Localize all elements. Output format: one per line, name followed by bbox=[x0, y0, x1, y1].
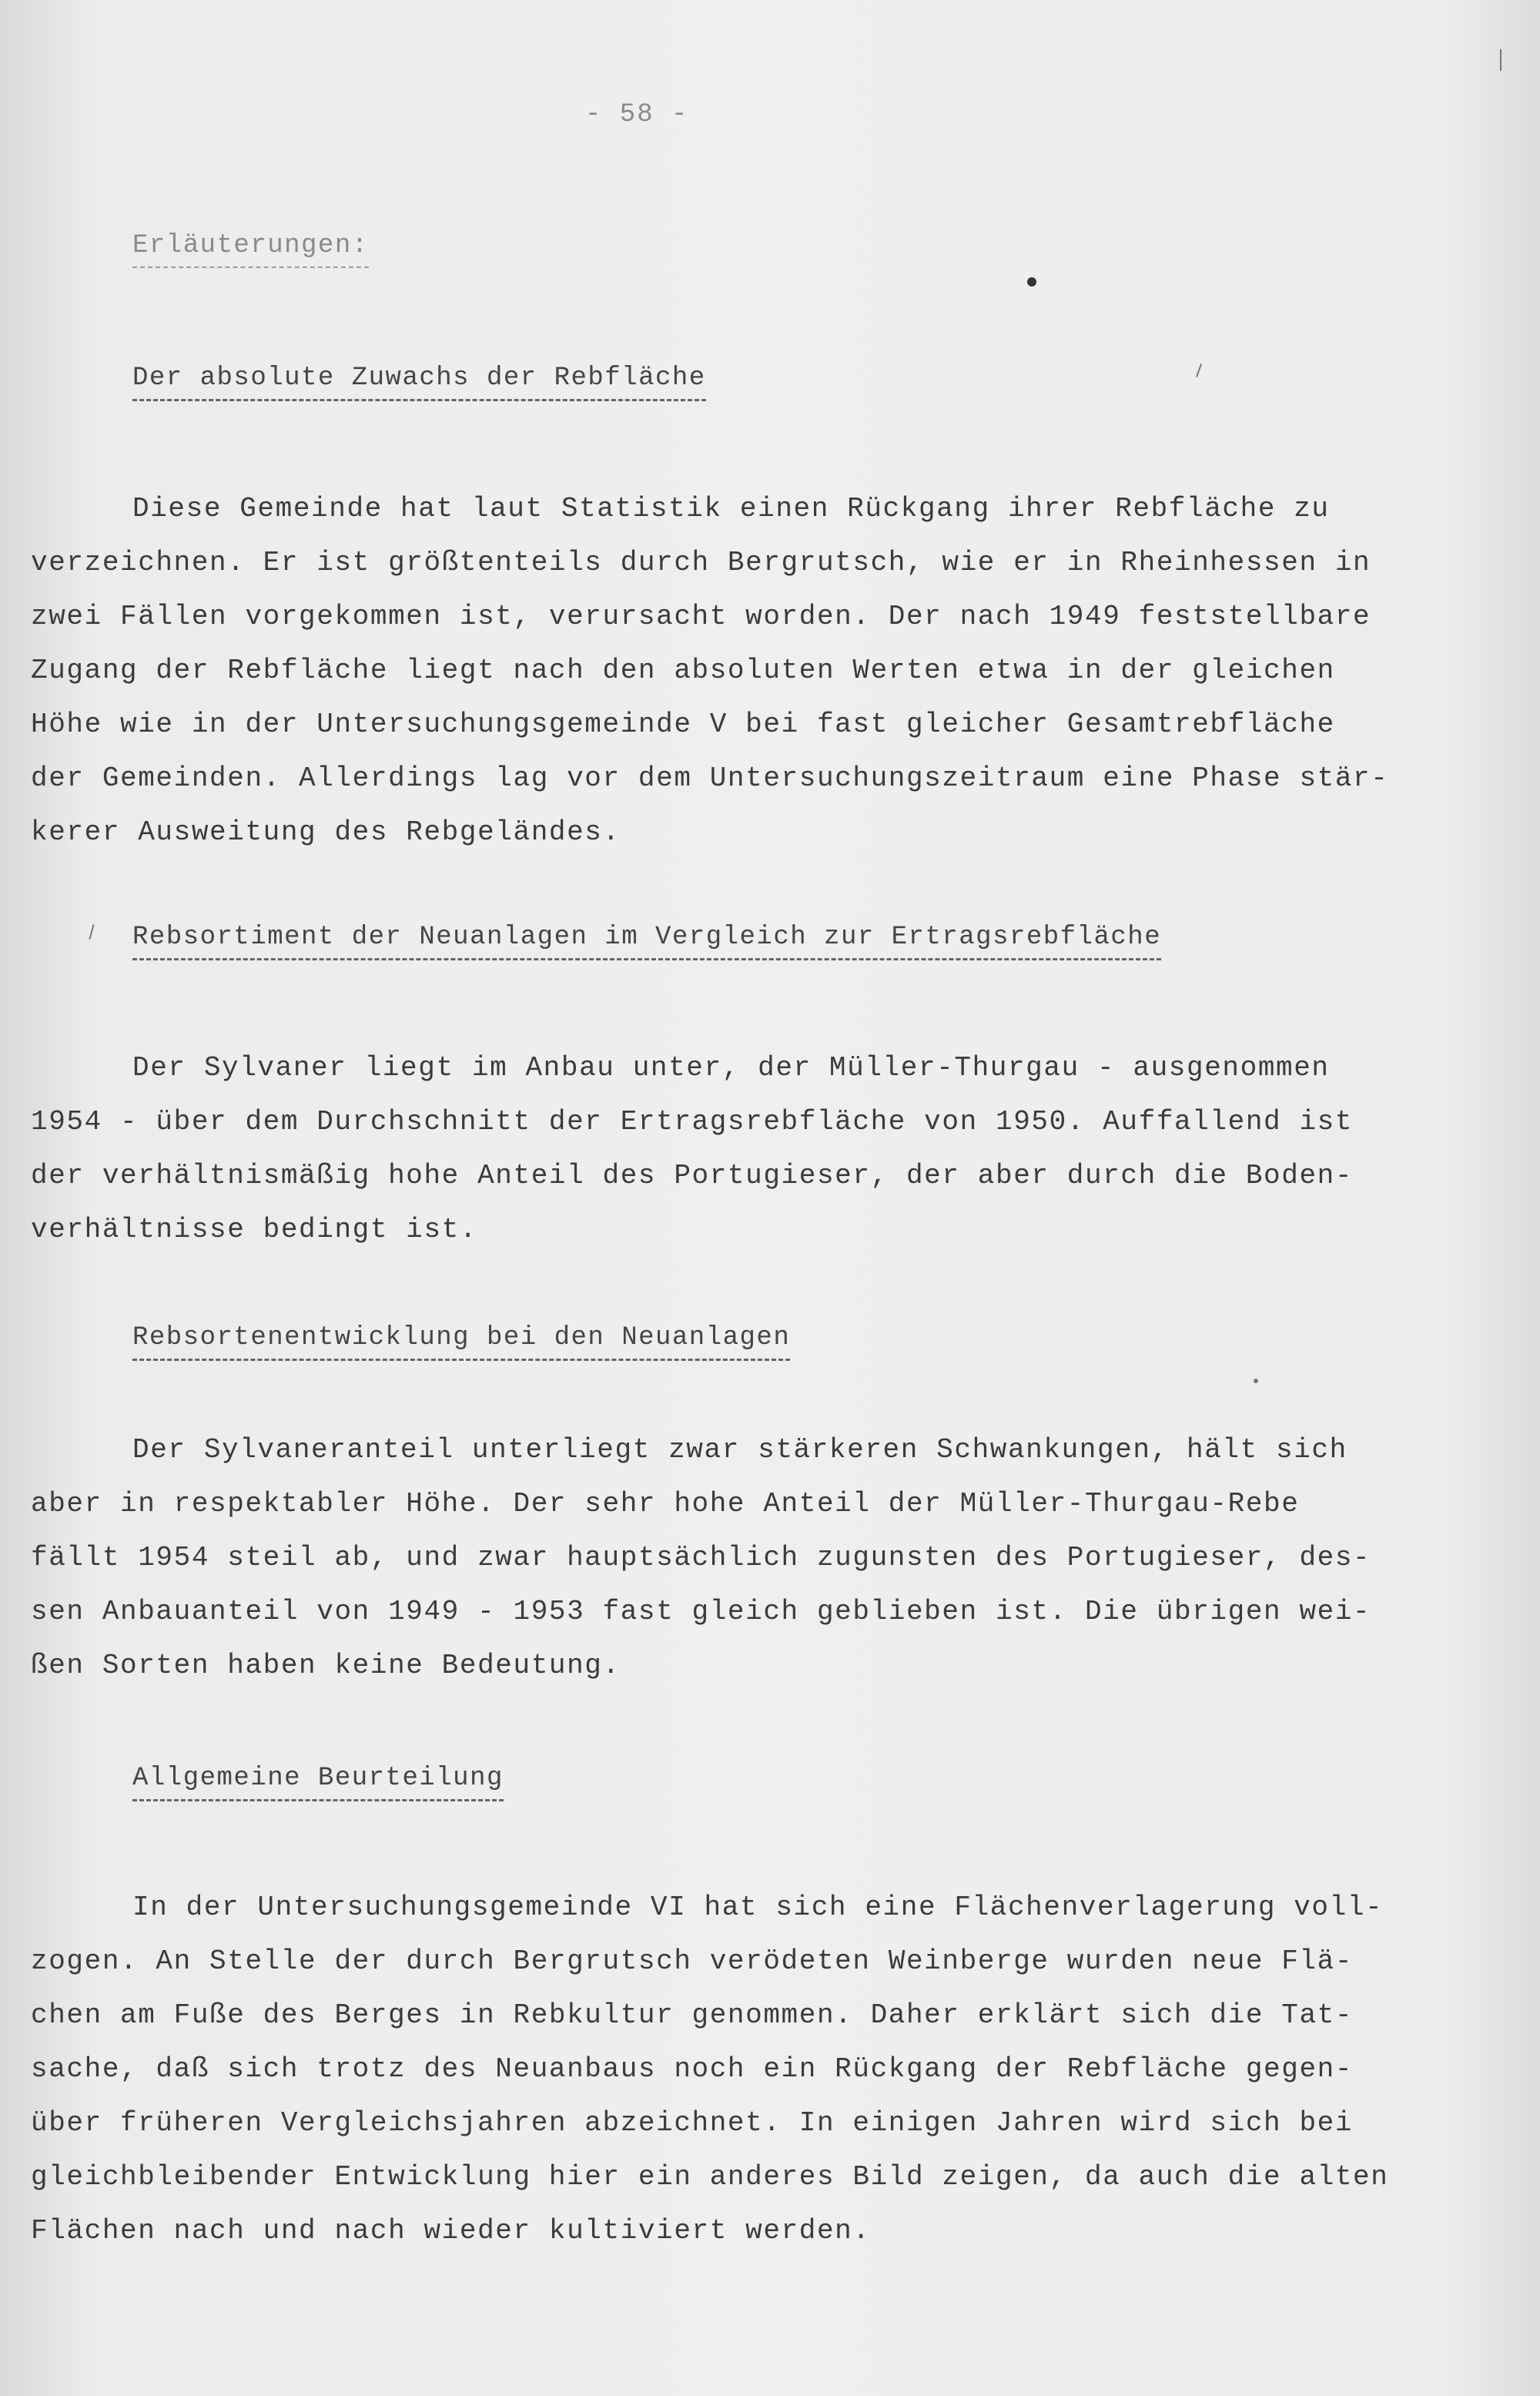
text-line: Diese Gemeinde hat laut Statistik einen Rückgang ihrer Rebfläche zu bbox=[132, 493, 1330, 524]
section-heading-variety-assortment: Rebsortiment der Neuanlagen im Vergleich zur Ertragsrebfläche bbox=[132, 923, 1161, 960]
text-line: der Gemeinden. Allerdings lag vor dem Untersuchungszeitraum eine Phase stär- bbox=[31, 762, 1389, 794]
text-line: zogen. An Stelle der durch Bergrutsch verödeten Weinberge wurden neue Flä- bbox=[31, 1945, 1354, 1977]
text-line: sen Anbauanteil von 1949 - 1953 fast gleich geblieben ist. Die übrigen wei- bbox=[31, 1596, 1371, 1627]
section-heading-variety-development: Rebsortenentwicklung bei den Neuanlagen bbox=[132, 1323, 790, 1361]
explanations-heading: Erläuterungen: bbox=[132, 231, 369, 268]
text-line: verhältnisse bedingt ist. bbox=[31, 1214, 478, 1245]
text-line: Höhe wie in der Untersuchungsgemeinde V bei fast gleicher Gesamtrebfläche bbox=[31, 709, 1335, 740]
text-line: Der Sylvaneranteil unterliegt zwar stärkeren Schwankungen, hält sich bbox=[132, 1434, 1348, 1466]
text-line: Zugang der Rebfläche liegt nach den absoluten Werten etwa in der gleichen bbox=[31, 655, 1335, 686]
text-line: fällt 1954 steil ab, und zwar hauptsächlich zugunsten des Portugieser, des- bbox=[31, 1542, 1371, 1573]
paper-speck bbox=[1196, 364, 1202, 377]
text-line: Flächen nach und nach wieder kultiviert werden. bbox=[31, 2215, 871, 2247]
text-line: chen am Fuße des Berges in Rebkultur genommen. Daher erklärt sich die Tat- bbox=[31, 1999, 1354, 2031]
text-line: der verhältnismäßig hohe Anteil des Portugieser, der aber durch die Boden- bbox=[31, 1160, 1354, 1191]
text-line: In der Untersuchungsgemeinde VI hat sich eine Flächenverlagerung voll- bbox=[132, 1892, 1384, 1923]
section-heading-absolute-growth: Der absolute Zuwachs der Rebfläche bbox=[132, 364, 706, 401]
text-line: verzeichnen. Er ist größtenteils durch Bergrutsch, wie er in Rheinhessen in bbox=[31, 547, 1371, 578]
text-line: aber in respektabler Höhe. Der sehr hohe Anteil der Müller-Thurgau-Rebe bbox=[31, 1488, 1300, 1520]
ink-dot bbox=[1027, 277, 1036, 287]
paper-speck bbox=[89, 924, 94, 940]
text-line: Der Sylvaner liegt im Anbau unter, der Müller-Thurgau - ausgenommen bbox=[132, 1052, 1330, 1084]
text-line: 1954 - über dem Durchschnitt der Ertragsrebfläche von 1950. Auffallend ist bbox=[31, 1106, 1354, 1138]
paper-speck bbox=[1254, 1379, 1258, 1383]
section-heading-general-assessment: Allgemeine Beurteilung bbox=[132, 1764, 504, 1801]
text-line: gleichbleibender Entwicklung hier ein anderes Bild zeigen, da auch die alten bbox=[31, 2161, 1389, 2193]
page-number: - 58 - bbox=[585, 100, 689, 129]
text-line: sache, daß sich trotz des Neuanbaus noch ein Rückgang der Rebfläche gegen- bbox=[31, 2053, 1354, 2085]
text-line: kerer Ausweitung des Rebgeländes. bbox=[31, 816, 621, 848]
text-line: ßen Sorten haben keine Bedeutung. bbox=[31, 1650, 621, 1681]
text-line: zwei Fällen vorgekommen ist, verursacht worden. Der nach 1949 feststellbare bbox=[31, 601, 1371, 632]
text-line: über früheren Vergleichsjahren abzeichnet. In einigen Jahren wird sich bei bbox=[31, 2107, 1354, 2139]
paper-speck bbox=[1500, 49, 1502, 71]
